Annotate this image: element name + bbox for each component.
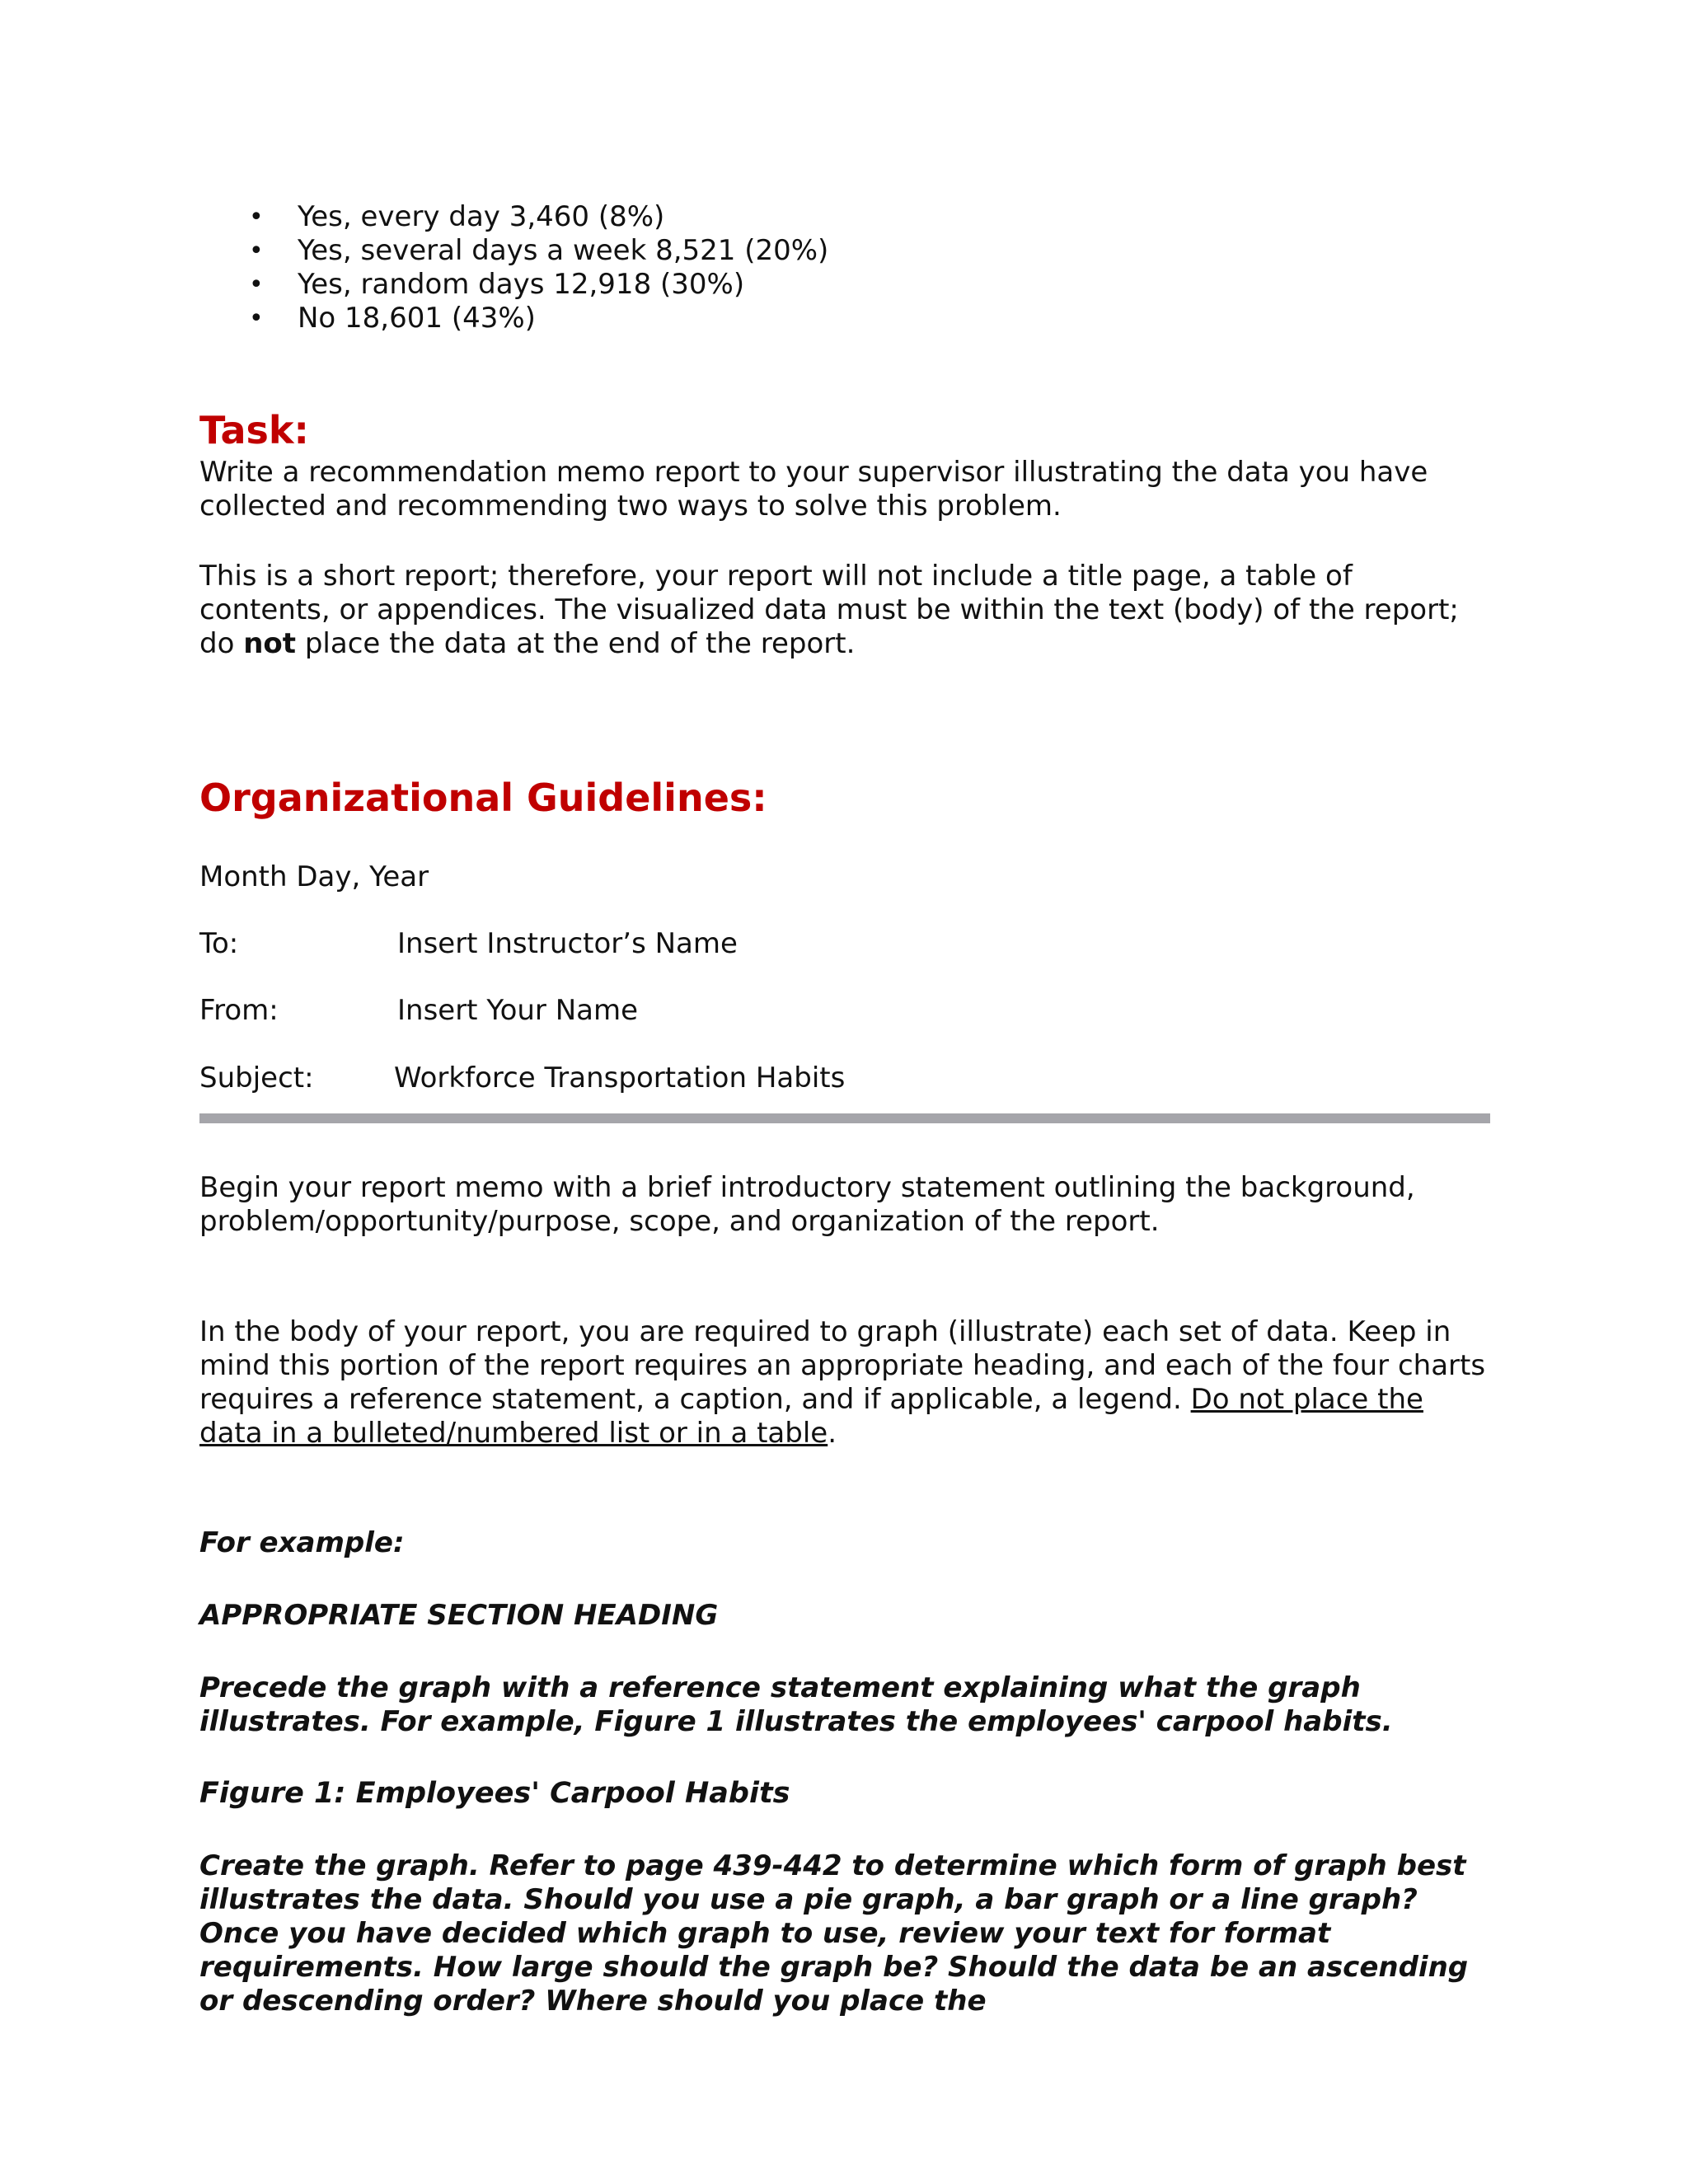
graph-requirements-end: . xyxy=(828,1417,837,1450)
list-item-text: No 18,601 (43%) xyxy=(298,302,536,335)
list-item-text: Yes, random days 12,918 (30%) xyxy=(298,268,745,301)
survey-options-list xyxy=(0,200,828,335)
memo-subject-value: Workforce Transportation Habits xyxy=(394,1062,846,1094)
bullet-icon: • xyxy=(249,203,264,232)
list-item xyxy=(0,268,828,302)
memo-header-divider xyxy=(199,1113,1490,1123)
memo-subject-label: Subject: xyxy=(199,1062,314,1094)
list-item-text: Yes, several days a week 8,521 (20%) xyxy=(298,234,829,267)
task-heading: Task: xyxy=(199,408,309,452)
memo-date-line: Month Day, Year xyxy=(199,860,429,893)
scope-text-start: This is a short report; therefore, your report will not include a title page, a table of contents, or appendices. The visualized data must be within the text (body) of the report; do xyxy=(199,560,1459,660)
example-label: For example: xyxy=(199,1526,405,1559)
list-item-text: Yes, every day 3,460 (8%) xyxy=(298,200,665,233)
graph-requirements-text: In the body of your report, you are required to graph (illustrate) each set of data. Keep in mind this portion of the report requires an appropriate heading, and each of the four charts requires a reference statement, a caption, and if applicable, a legend. xyxy=(199,1315,1486,1416)
guidelines-heading: Organizational Guidelines: xyxy=(199,776,767,820)
create-graph-paragraph: Create the graph. Refer to page 439-442 to determine which form of graph best illustrates the data. Should you use a pie graph, a bar graph or a line graph? Once you have decided which graph to use, review your text for format requirements. How large should the graph be? Should the data be an ascending or descending order? Where should you place the xyxy=(199,1849,1469,2018)
memo-from-label: From: xyxy=(199,994,279,1027)
memo-from-value: Insert Your Name xyxy=(397,994,639,1027)
bullet-icon: • xyxy=(249,304,264,333)
list-item xyxy=(0,200,828,234)
memo-to-value: Insert Instructor’s Name xyxy=(397,927,738,960)
list-item xyxy=(0,234,828,268)
graph-requirements-paragraph xyxy=(199,1315,1490,1451)
underlined-instruction: Do not place the data in a bulleted/numbered list or in a table xyxy=(199,1383,1423,1450)
scope-text-end: place the data at the end of the report. xyxy=(296,627,856,660)
bullet-icon: • xyxy=(249,270,264,299)
intro-paragraph: Begin your report memo with a brief introductory statement outlining the background, problem/opportunity/purpose, scope, and organization of the report. xyxy=(199,1171,1415,1238)
emphasis-not: not xyxy=(243,627,297,660)
reference-statement-paragraph: Precede the graph with a reference statement explaining what the graph illustrates. For example, Figure 1 illustrates the employees' carpool habits. xyxy=(199,1671,1393,1738)
list-item xyxy=(0,302,828,335)
task-paragraph: Write a recommendation memo report to your supervisor illustrating the data you have collected and recommending two ways to solve this problem. xyxy=(199,456,1428,523)
example-section-heading: APPROPRIATE SECTION HEADING xyxy=(199,1599,719,1632)
report-scope-paragraph xyxy=(199,560,1490,661)
memo-to-label: To: xyxy=(199,927,239,960)
bullet-icon: • xyxy=(249,237,264,265)
figure-caption: Figure 1: Employees' Carpool Habits xyxy=(199,1777,790,1810)
